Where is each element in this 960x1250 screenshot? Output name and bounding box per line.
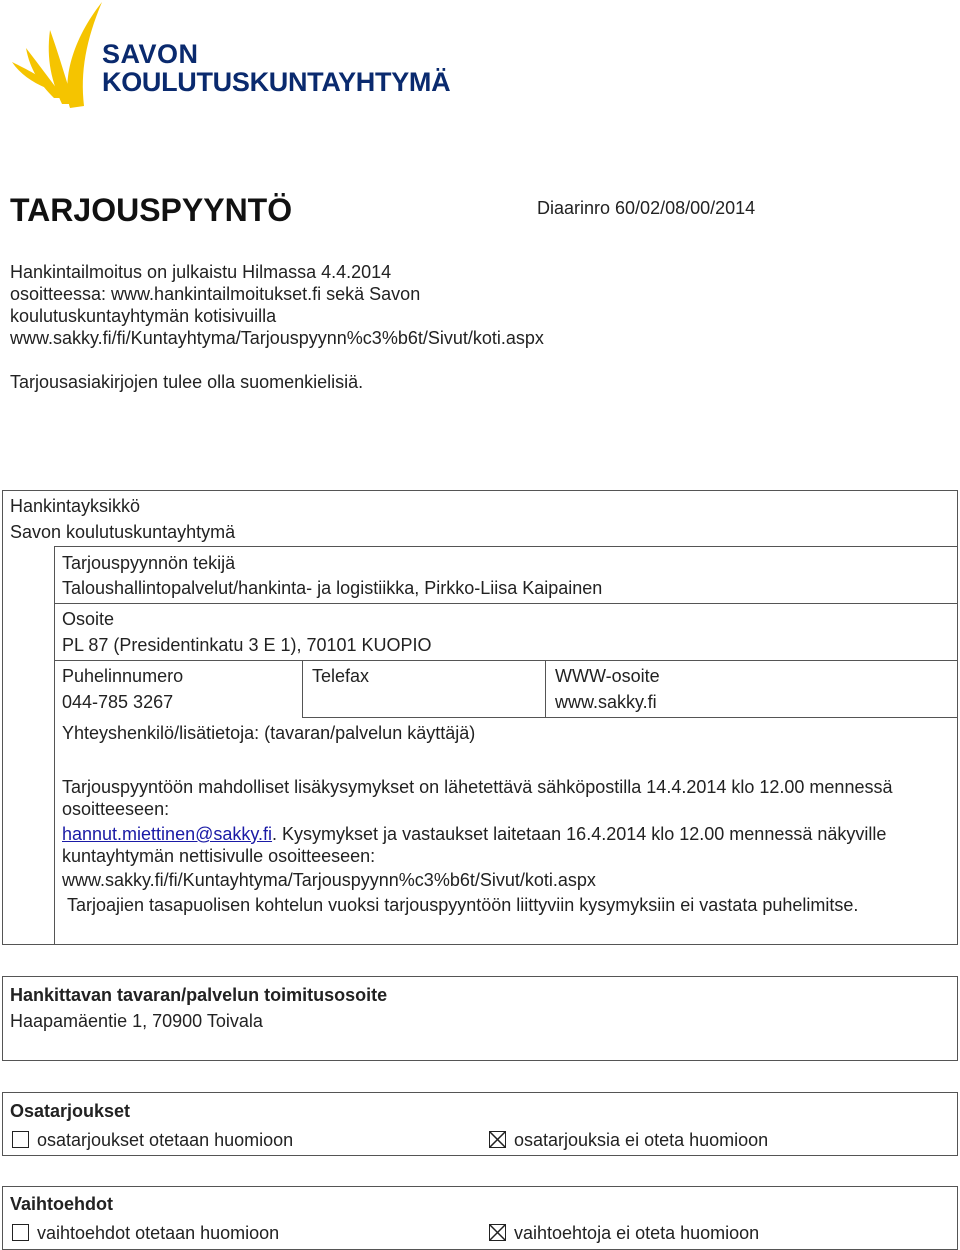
divider-contact — [302, 717, 958, 718]
document-title: TARJOUSPYYNTÖ — [10, 192, 293, 228]
checkbox-cross-icon — [489, 1224, 506, 1241]
alternatives-accept-checkbox[interactable] — [12, 1224, 29, 1241]
record-number: Diaarinro 60/02/08/00/2014 — [537, 198, 756, 218]
questions-instructions — [62, 776, 922, 820]
logo-wordmark — [102, 40, 450, 96]
questions-after-text: . Kysymykset ja vastaukset laitetaan 16.4.2014 klo 12.00 mennessä näkyville kuntayhtymän nettisivulle osoitteeseen: — [62, 824, 887, 866]
inner-left-border — [54, 546, 55, 944]
partial-option-reject[interactable] — [489, 1130, 768, 1151]
questions-email-link[interactable]: hannut.miettinen@sakky.fi — [62, 824, 273, 844]
alternatives-option-reject[interactable] — [489, 1223, 759, 1244]
web-value: www.sakky.fi — [555, 692, 657, 712]
divider-issuer — [54, 546, 958, 547]
contracting-authority-value: Savon koulutuskuntayhtymä — [10, 522, 236, 542]
divider-address — [54, 603, 958, 604]
delivery-label: Hankittavan tavaran/palvelun toimitusosoite — [10, 985, 388, 1005]
alternatives-reject-label: vaihtoehtoja ei oteta huomioon — [514, 1223, 760, 1243]
delivery-value: Haapamäentie 1, 70900 Toivala — [10, 1011, 263, 1031]
partial-reject-label: osatarjouksia ei oteta huomioon — [514, 1130, 769, 1150]
issuer-value: Taloushallintopalvelut/hankinta- ja logistiikka, Pirkko-Liisa Kaipainen — [62, 578, 603, 598]
phone-value: 044-785 3267 — [62, 692, 174, 712]
partial-offers-label: Osatarjoukset — [10, 1101, 131, 1121]
partial-option-accept[interactable] — [12, 1130, 293, 1151]
address-label: Osoite — [62, 609, 115, 629]
issuer-label: Tarjouspyynnön tekijä — [62, 553, 236, 573]
fax-label: Telefax — [312, 666, 370, 686]
address-value: PL 87 (Presidentinkatu 3 E 1), 70101 KUOPIO — [62, 635, 432, 655]
contracting-authority-label: Hankintayksikkö — [10, 496, 141, 516]
logo-line-2: KOULUTUSKUNTAYHTYMÄ — [102, 67, 451, 97]
alternatives-accept-label: vaihtoehdot otetaan huomioon — [37, 1223, 280, 1243]
contact-label: Yhteyshenkilö/lisätietoja: (tavaran/palvelun käyttäjä) — [62, 723, 476, 743]
phone-label: Puhelinnumero — [62, 666, 184, 686]
organization-logo — [10, 0, 451, 110]
divider-fax-web — [545, 660, 546, 718]
publication-notice: Hankintailmoitus on julkaistu Hilmassa 4.4.2014 osoitteessa: www.hankintailmoitukset.fi sekä Savon koulutuskuntayhtymän kotisivuilla www.sakky.fi/fi/Kuntayhtyma/Tarjouspyynn%c3%b6t/Sivut/koti.aspx — [10, 262, 544, 348]
alternatives-label: Vaihtoehdot — [10, 1194, 113, 1214]
checkbox-cross-icon — [489, 1131, 506, 1148]
alternatives-option-accept[interactable] — [12, 1223, 279, 1244]
logo-line-1: SAVON — [102, 39, 199, 69]
questions-email-paragraph — [62, 823, 952, 867]
divider-phone-fax — [302, 660, 303, 718]
questions-url: www.sakky.fi/fi/Kuntayhtyma/Tarjouspyynn%c3%b6t/Sivut/koti.aspx — [62, 870, 596, 890]
partial-reject-checkbox[interactable] — [489, 1131, 506, 1148]
web-label: WWW-osoite — [555, 666, 660, 686]
divider-phone — [54, 660, 958, 661]
partial-accept-label: osatarjoukset otetaan huomioon — [37, 1130, 294, 1150]
alternatives-reject-checkbox[interactable] — [489, 1224, 506, 1241]
partial-accept-checkbox[interactable] — [12, 1131, 29, 1148]
questions-text: Tarjouspyyntöön mahdolliset lisäkysymykset on lähetettävä sähköpostilla 14.4.2014 klo 12.00 mennessä osoitteeseen: — [62, 777, 893, 819]
language-requirement: Tarjousasiakirjojen tulee olla suomenkielisiä. — [10, 372, 364, 392]
phone-policy-text: Tarjoajien tasapuolisen kohtelun vuoksi tarjouspyyntöön liittyviin kysymyksiin ei vastata puhelimitse. — [67, 895, 859, 915]
